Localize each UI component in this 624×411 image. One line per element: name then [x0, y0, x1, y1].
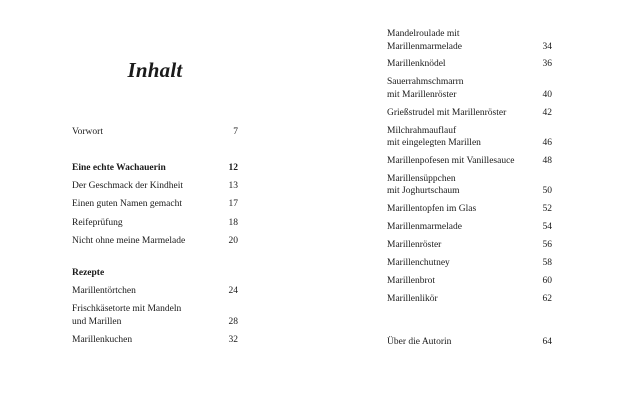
toc-entry-title: Marillenkuchen — [72, 334, 133, 345]
toc-entry-page: 40 — [542, 89, 552, 100]
toc-entry-page: 12 — [228, 163, 238, 173]
toc-entry-page: 7 — [233, 127, 238, 137]
toc-entry-title: Marillentörtchen — [72, 286, 136, 296]
toc-entry-title: Vorwort — [72, 127, 103, 137]
toc-entry-page: 13 — [228, 181, 238, 192]
toc-entry-title: Eine echte Wachauerin — [72, 163, 166, 173]
toc-entry[interactable] — [72, 235, 238, 248]
toc-entry[interactable] — [387, 203, 552, 216]
toc-entry[interactable] — [72, 217, 238, 230]
toc-entry-page: 60 — [542, 275, 552, 286]
toc-entry-page: 28 — [228, 316, 238, 327]
toc-entry[interactable] — [387, 76, 552, 101]
toc-entry-title: Marillenlikör — [387, 293, 438, 304]
toc-entry[interactable] — [387, 107, 552, 120]
toc-entry-page: 58 — [542, 257, 552, 268]
toc-entry[interactable] — [72, 285, 238, 298]
toc-entry-title: Reifeprüfung — [72, 217, 123, 228]
toc-entry[interactable] — [387, 221, 552, 234]
toc-entry-page: 52 — [542, 204, 552, 215]
toc-entry-page: 48 — [542, 155, 552, 166]
toc-entry[interactable] — [387, 239, 552, 252]
toc-entry[interactable] — [387, 257, 552, 270]
toc-section-heading-rezepte: Rezepte — [72, 268, 105, 278]
toc-entry[interactable] — [72, 334, 238, 347]
toc-entry-title: Marillenknödel — [387, 59, 446, 70]
toc-entry-page: 17 — [228, 199, 238, 210]
toc-entry[interactable] — [72, 303, 238, 328]
toc-section-rezepte — [72, 285, 238, 352]
toc-entry-title: Marillenchutney — [387, 257, 450, 268]
toc-entry[interactable] — [72, 162, 238, 175]
toc-entry-title: Der Geschmack der Kindheit — [72, 181, 184, 192]
toc-entry-page: 64 — [542, 337, 552, 347]
toc-entry-title: Frischkäsetorte mit Mandeln und Marillen — [72, 304, 182, 327]
toc-entry[interactable] — [387, 275, 552, 288]
toc-entry[interactable] — [387, 58, 552, 71]
toc-entry-title: Sauerrahmschmarrn mit Marillenröster — [387, 77, 464, 100]
toc-entry-title: Über die Autorin — [387, 337, 452, 347]
toc-section-intro — [72, 162, 238, 253]
toc-entry-page: 62 — [542, 293, 552, 304]
toc-entry-page: 18 — [228, 217, 238, 228]
toc-entry-page: 36 — [542, 59, 552, 70]
toc-entry-page: 54 — [542, 222, 552, 233]
toc-entry-page: 32 — [228, 334, 238, 345]
toc-entry-page: 46 — [542, 138, 552, 149]
toc-entry-page: 42 — [542, 107, 552, 118]
toc-entry[interactable] — [72, 198, 238, 211]
toc-entry[interactable] — [72, 180, 238, 193]
toc-entry-title: Marillenröster — [387, 240, 442, 251]
toc-entry-page: 34 — [542, 41, 552, 52]
toc-entry-title: Marillenpofesen mit Vanillesauce — [387, 155, 515, 166]
toc-entry-title: Marillensüppchen mit Joghurtschaum — [387, 173, 460, 197]
toc-entry-title: Einen guten Namen gemacht — [72, 199, 183, 210]
toc-entry-page: 24 — [228, 286, 238, 296]
toc-entry[interactable] — [387, 293, 552, 306]
toc-entry-page: 50 — [542, 186, 552, 197]
toc-right-column — [387, 28, 552, 311]
toc-entry-vorwort[interactable] — [72, 126, 238, 139]
toc-entry-title: Nicht ohne meine Marmelade — [72, 235, 186, 246]
page-title: Inhalt — [127, 58, 183, 82]
toc-entry-page: 56 — [542, 240, 552, 251]
toc-entry-title: Grießstrudel mit Marillenröster — [387, 107, 507, 118]
toc-entry-title: Milchrahmauflauf mit eingelegten Marillen — [387, 125, 481, 149]
toc-entry-title: Mandelroulade mit Marillenmarmelade — [387, 29, 462, 52]
toc-entry-page: 20 — [228, 235, 238, 246]
toc-entry[interactable] — [387, 173, 552, 198]
toc-entry-title: Marillenbrot — [387, 275, 436, 286]
toc-entry-title: Marillentopfen im Glas — [387, 204, 477, 215]
toc-entry-title: Marillenmarmelade — [387, 222, 462, 233]
toc-entry[interactable] — [387, 28, 552, 53]
toc-entry-autorin[interactable] — [387, 336, 552, 349]
toc-entry[interactable] — [387, 125, 552, 150]
toc-entry[interactable] — [387, 155, 552, 168]
